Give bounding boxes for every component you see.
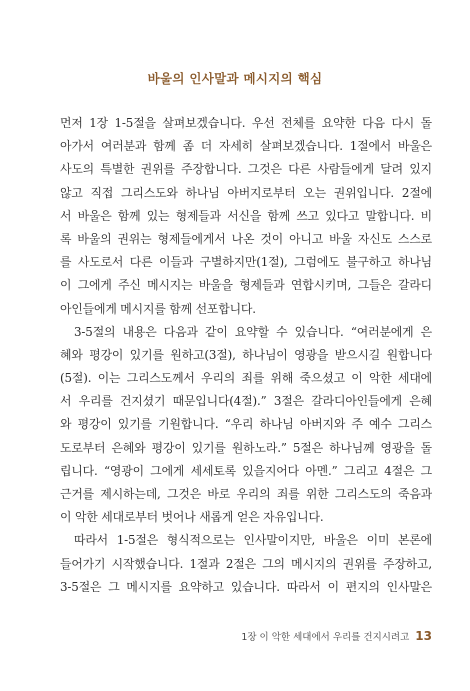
page-number: 13 [415, 629, 432, 643]
text-line: 이 그에게 주신 메시지는 바울을 형제들과 연합시키며, 그들은 갈라디 [60, 278, 432, 293]
text-line: 따라서 1-5절은 형식적으로는 인사말이지만, 바울은 이미 본론에 [74, 533, 432, 548]
text-line: 서 바울은 함께 있는 형제들과 서신을 함께 쓰고 있다고 말합니다. 비 [60, 208, 432, 223]
text-line: 사도의 특별한 권위를 주장합니다. 그것은 다른 사람들에게 달려 있지 [60, 162, 432, 177]
text-line: 근거를 제시하는데, 그것은 바로 우리의 죄를 위한 그리스도의 죽음과 [60, 487, 432, 501]
text-line: 않고 직접 그리스도와 하나님 아버지로부터 오는 권위입니다. 2절에 [60, 185, 432, 200]
text-line: 록 바울의 권위는 형제들에게서 나온 것이 아니고 바울 자신도 스스로 [60, 231, 432, 246]
text-line: 를 사도로서 다른 이들과 구별하지만(1절), 그럼에도 불구하고 하나님 [60, 255, 432, 270]
section-heading: 바울의 인사말과 메시지의 핵심 [147, 71, 323, 86]
text-line: (5절). 이는 그리스도께서 우리의 죄를 위해 죽으셨고 이 악한 세대에 [60, 371, 432, 386]
body-text [60, 112, 432, 599]
text-line: 아인들에게 메시지를 함께 선포합니다. [60, 301, 256, 316]
page-footer [241, 629, 432, 643]
text-line: 아가서 여러분과 함께 좀 더 자세히 살펴보겠습니다. 1절에서 바울은 [60, 139, 432, 154]
text-line: 3-5절의 내용은 다음과 같이 요약할 수 있습니다. “여러분에게 은 [74, 324, 432, 339]
text-line: 도로부터 은혜와 평강이 있기를 원하노라.” 5절은 하나님께 영광을 돌 [60, 440, 432, 455]
running-footer-chapter: 1장 이 악한 세대에서 우리를 건지시려고 [241, 632, 410, 643]
text-line: 서 우리를 건지셨기 때문입니다(4절).” 3절은 갈라디아인들에게 은혜 [60, 394, 432, 409]
text-line: 들어가기 시작했습니다. 1절과 2절은 그의 메시지의 권위를 주장하고, [60, 556, 432, 571]
text-line: 이 악한 세대로부터 벗어나 새롭게 얻은 자유입니다. [60, 510, 324, 525]
text-line: 혜와 평강이 있기를 원하고(3절), 하나님이 영광을 받으시길 원합니다 [60, 347, 432, 362]
text-line: 와 평강이 있기를 기원합니다. “우리 하나님 아버지와 주 예수 그리스 [60, 417, 432, 432]
text-line: 립니다. “영광이 그에게 세세토록 있을지어다 아멘.” 그리고 4절은 그 [60, 463, 432, 478]
text-line: 3-5절은 그 메시지를 요약하고 있습니다. 따라서 이 편지의 인사말은 [60, 579, 432, 594]
text-line: 먼저 1장 1-5절을 살펴보겠습니다. 우선 전체를 요약한 다음 다시 돌 [60, 116, 432, 130]
